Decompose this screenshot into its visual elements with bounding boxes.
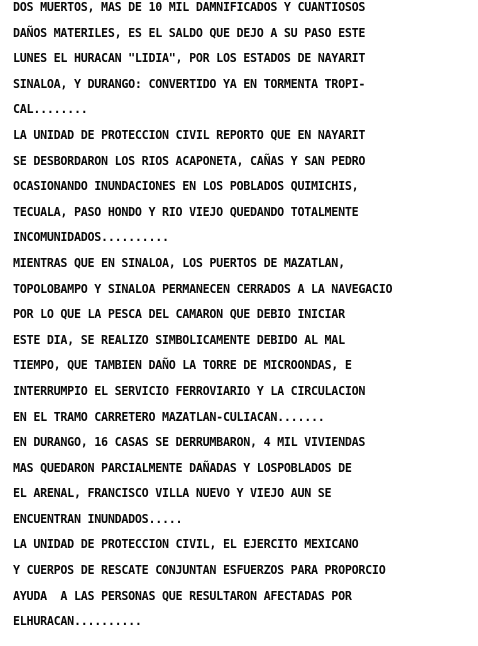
document-line: SINALOA, Y DURANGO: CONVERTIDO YA EN TORMENTA TROPI- <box>13 75 366 91</box>
document-line: SE DESBORDARON LOS RIOS ACAPONETA, CAÑAS Y SAN PEDRO <box>13 152 366 168</box>
document-line: OCASIONANDO INUNDACIONES EN LOS POBLADOS QUIMICHIS, <box>13 178 359 194</box>
document-line: INTERRUMPIO EL SERVICIO FERROVIARIO Y LA CIRCULACION <box>13 382 366 398</box>
document-line: Y CUERPOS DE RESCATE CONJUNTAN ESFUERZOS PARA PROPORCIO <box>13 562 386 578</box>
document-line: MIENTRAS QUE EN SINALOA, LOS PUERTOS DE MAZATLAN, <box>13 254 345 270</box>
document-line: TIEMPO, QUE TAMBIEN DAÑO LA TORRE DE MICROONDAS, E <box>13 357 352 373</box>
document-line: EL ARENAL, FRANCISCO VILLA NUEVO Y VIEJO AUN SE <box>13 485 332 501</box>
document-line: LA UNIDAD DE PROTECCION CIVIL REPORTO QUE EN NAYARIT <box>13 126 366 142</box>
document-line: ESTE DIA, SE REALIZO SIMBOLICAMENTE DEBIDO AL MAL <box>13 331 345 347</box>
document-line: MAS QUEDARON PARCIALMENTE DAÑADAS Y LOSPOBLADOS DE <box>13 459 352 475</box>
document-line: LUNES EL HURACAN "LIDIA", POR LOS ESTADOS DE NAYARIT <box>13 50 366 66</box>
document-line: TECUALA, PASO HONDO Y RIO VIEJO QUEDANDO TOTALMENTE <box>13 203 359 219</box>
document-line: LA UNIDAD DE PROTECCION CIVIL, EL EJERCITO MEXICANO <box>13 536 359 552</box>
document-line: DAÑOS MATERILES, ES EL SALDO QUE DEJO A SU PASO ESTE <box>13 24 366 40</box>
document-line: TOPOLOBAMPO Y SINALOA PERMANECEN CERRADOS A LA NAVEGACIO <box>13 280 393 296</box>
document-line: INCOMUNIDADOS.......... <box>13 229 169 245</box>
document-line: EN DURANGO, 16 CASAS SE DERRUMBARON, 4 MIL VIVIENDAS <box>13 434 366 450</box>
document-line: ENCUENTRAN INUNDADOS..... <box>13 510 183 526</box>
document-line: CAL........ <box>13 101 88 117</box>
document-line: DOS MUERTOS, MAS DE 10 MIL DAMNIFICADOS Y CUANTIOSOS <box>13 0 366 14</box>
document-line: EN EL TRAMO CARRETERO MAZATLAN-CULIACAN....... <box>13 408 325 424</box>
typewritten-document <box>13 0 478 646</box>
document-line: ELHURACAN.......... <box>13 613 142 629</box>
document-line: AYUDA A LAS PERSONAS QUE RESULTARON AFECTADAS POR <box>13 587 352 603</box>
document-line: POR LO QUE LA PESCA DEL CAMARON QUE DEBIO INICIAR <box>13 306 345 322</box>
